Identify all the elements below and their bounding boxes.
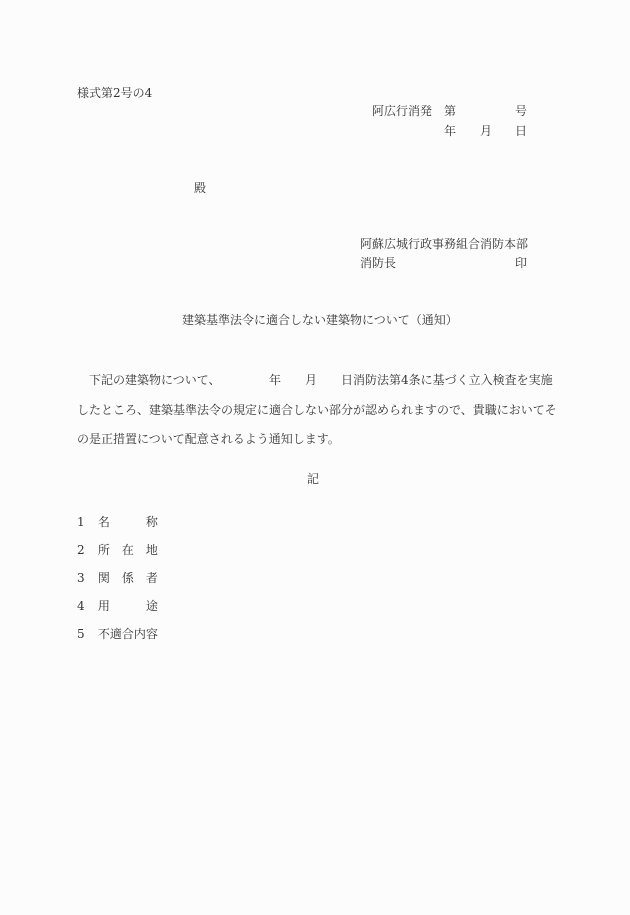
sender-title: 消防長 (360, 256, 397, 270)
list-item (77, 627, 158, 641)
date-year: 年 (444, 124, 457, 138)
item-number: 3 (77, 571, 85, 585)
subject-title: 建築基準法令に適合しない建築物について（通知） (182, 313, 458, 327)
list-item (77, 571, 158, 585)
item-label: 用 途 (97, 599, 158, 613)
item-number: 2 (77, 543, 85, 557)
sender-organization: 阿蘇広城行政事務組合消防本部 (360, 237, 529, 251)
reference-go: 号 (515, 104, 528, 118)
item-number: 1 (77, 515, 85, 529)
addressee-suffix: 殿 (194, 181, 207, 195)
date-day: 日 (515, 124, 528, 138)
body-line-1-month: 月 (305, 373, 318, 387)
seal-mark: 印 (515, 256, 528, 270)
body-line-1-year: 年 (269, 373, 282, 387)
form-id: 様式第2号の4 (77, 86, 153, 100)
ki-heading: 記 (307, 472, 320, 486)
list-item (77, 543, 158, 557)
item-number: 5 (77, 627, 85, 641)
date-month: 月 (480, 124, 493, 138)
list-item (77, 599, 158, 613)
reference-dai: 第 (444, 104, 457, 118)
item-label: 不適合内容 (97, 627, 158, 641)
item-label: 名 称 (97, 515, 158, 529)
item-label: 関 係 者 (97, 571, 158, 585)
body-line-2: したところ、建築基準法令の規定に適合しない部分が認められますので、貴職においてそ (77, 403, 557, 417)
list-item (77, 515, 158, 529)
reference-prefix: 阿広行消発 (372, 104, 433, 118)
item-label: 所 在 地 (97, 543, 158, 557)
body-line-1-rest: 日消防法第4条に基づく立入検査を実施 (341, 373, 553, 387)
item-number: 4 (77, 599, 85, 613)
body-line-3: の是正措置について配意されるよう通知します。 (77, 432, 340, 446)
body-line-1-start: 下記の建築物について、 (89, 373, 221, 387)
